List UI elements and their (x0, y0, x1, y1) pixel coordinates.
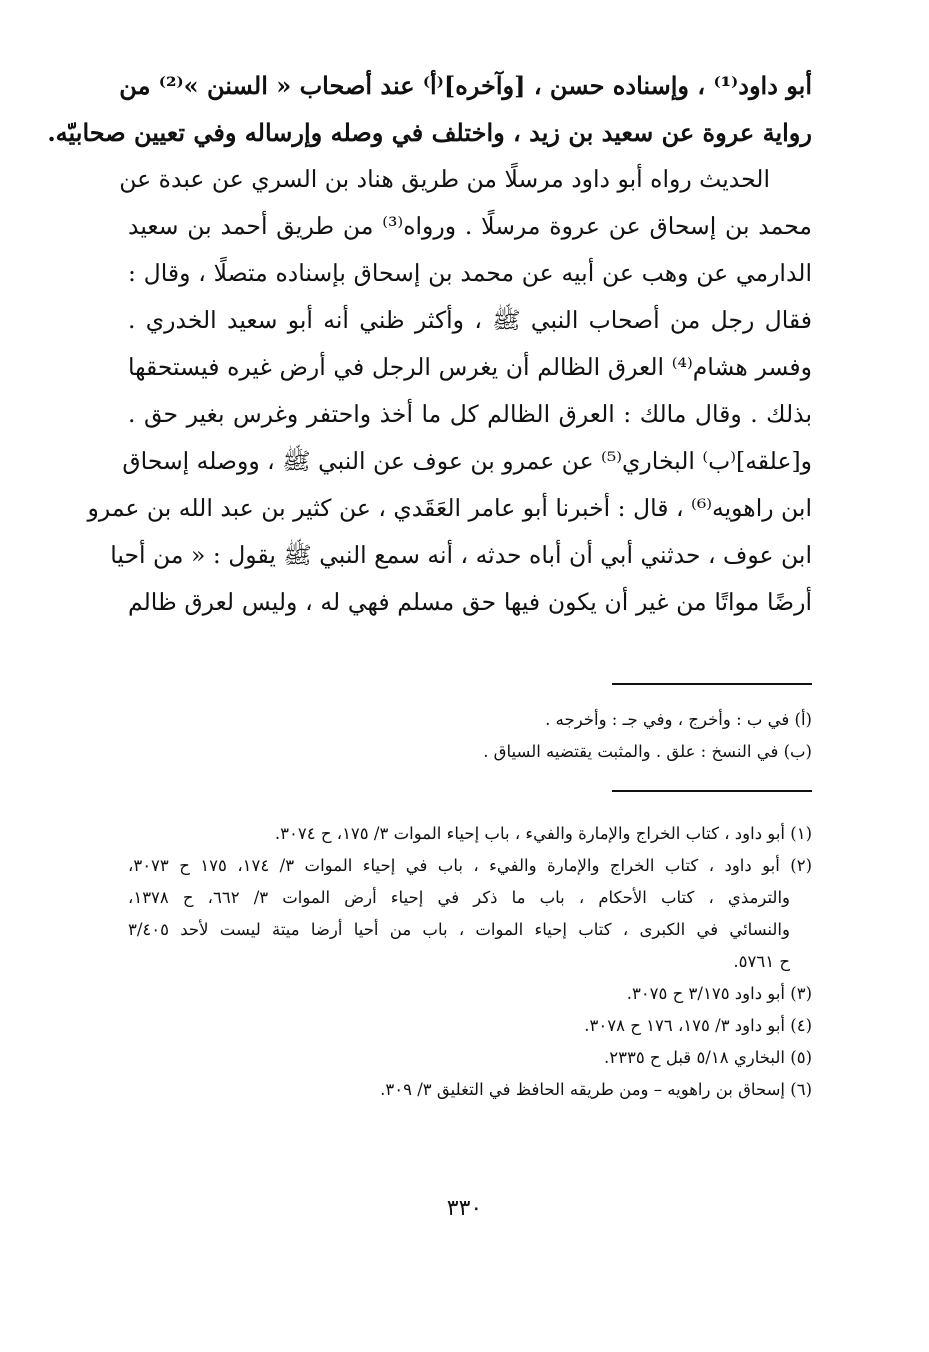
footnote: ح ٥٧٦١. (733, 952, 790, 971)
text-line: الحديث رواه أبو داود مرسلًا من طريق هناد بن السري عن عبدة عن (119, 165, 770, 193)
footnote: والترمذي ، كتاب الأحكام ، باب ما ذكر في إحياء أرض الموات ٣/ ٦٦٢، ح ١٣٧٨، (128, 888, 791, 907)
text-line: فقال رجل من أصحاب النبي ﷺ ، وأكثر ظني أنه أبو سعيد الخدري . (128, 306, 812, 334)
text-line: رواية عروة عن سعيد بن زيد ، واختلف في وصله وإرساله وفي تعيين صحابيّه. (47, 118, 812, 147)
letter-footnotes (128, 704, 812, 768)
footnote: (أ) في ب : وأخرج ، وفي جـ : وأخرجه . (545, 710, 812, 729)
text-line: أبو داود⁽¹⁾ ، وإسناده حسن ، [وآخره]⁽أ⁾ عند أصحاب « السنن »⁽²⁾ من (119, 71, 812, 100)
footnote: (٣) أبو داود ٣/١٧٥ ح ٣٠٧٥. (626, 984, 812, 1003)
text-line: ابن راهويه⁽⁶⁾ ، قال : أخبرنا أبو عامر العَقَدي ، عن كثير بن عبد الله بن عمرو (87, 494, 812, 522)
footnote: (٥) البخاري ٥/١٨ قبل ح ٢٣٣٥. (603, 1048, 812, 1067)
footnote: (ب) في النسخ : علق . والمثبت يقتضيه السياق . (483, 742, 812, 761)
footnote: (٢) أبو داود ، كتاب الخراج والإمارة والفيء ، باب في إحياء الموات ٣/ ١٧٤، ١٧٥ ح ٣٠٧٣، (128, 856, 813, 875)
footnote: (٦) إسحاق بن راهويه – ومن طريقه الحافظ في التغليق ٣/ ٣٠٩. (380, 1080, 812, 1099)
footnote-divider (612, 790, 812, 792)
text-line: الدارمي عن وهب عن أبيه عن محمد بن إسحاق بإسناده متصلًا ، وقال : (128, 259, 812, 287)
footnote: (١) أبو داود ، كتاب الخراج والإمارة والفيء ، باب إحياء الموات ٣/ ١٧٥، ح ٣٠٧٤. (274, 824, 812, 843)
text-line: أرضًا مواتًا من غير أن يكون فيها حق مسلم فهي له ، وليس لعرق ظالم (128, 588, 812, 616)
page-number: ٣٣٠ (446, 1196, 483, 1221)
text-line: ابن عوف ، حدثني أبي أن أباه حدثه ، أنه سمع النبي ﷺ يقول : « من أحيا (110, 541, 812, 569)
text-line: و[علقه]⁽ب⁾ البخاري⁽⁵⁾ عن عمرو بن عوف عن النبي ﷺ ، ووصله إسحاق (122, 447, 812, 475)
footnote: والنسائي في الكبرى ، كتاب إحياء الموات ، باب من أحيا أرضا ميتة ليست لأحد ٣/٤٠٥ (128, 920, 790, 939)
footnote-divider (612, 683, 812, 685)
text-line: بذلك . وقال مالك : العرق الظالم كل ما أخذ واحتفر وغرس بغير حق . (128, 400, 812, 428)
text-line: محمد بن إسحاق عن عروة مرسلًا . ورواه⁽³⁾ من طريق أحمد بن سعيد (128, 212, 812, 240)
numbered-footnotes (128, 818, 812, 1106)
footnote: (٤) أبو داود ٣/ ١٧٥، ١٧٦ ح ٣٠٧٨. (584, 1016, 812, 1035)
main-text (47, 62, 812, 626)
text-line: وفسر هشام⁽⁴⁾ العرق الظالم أن يغرس الرجل في أرض غيره فيستحقها (128, 353, 812, 381)
